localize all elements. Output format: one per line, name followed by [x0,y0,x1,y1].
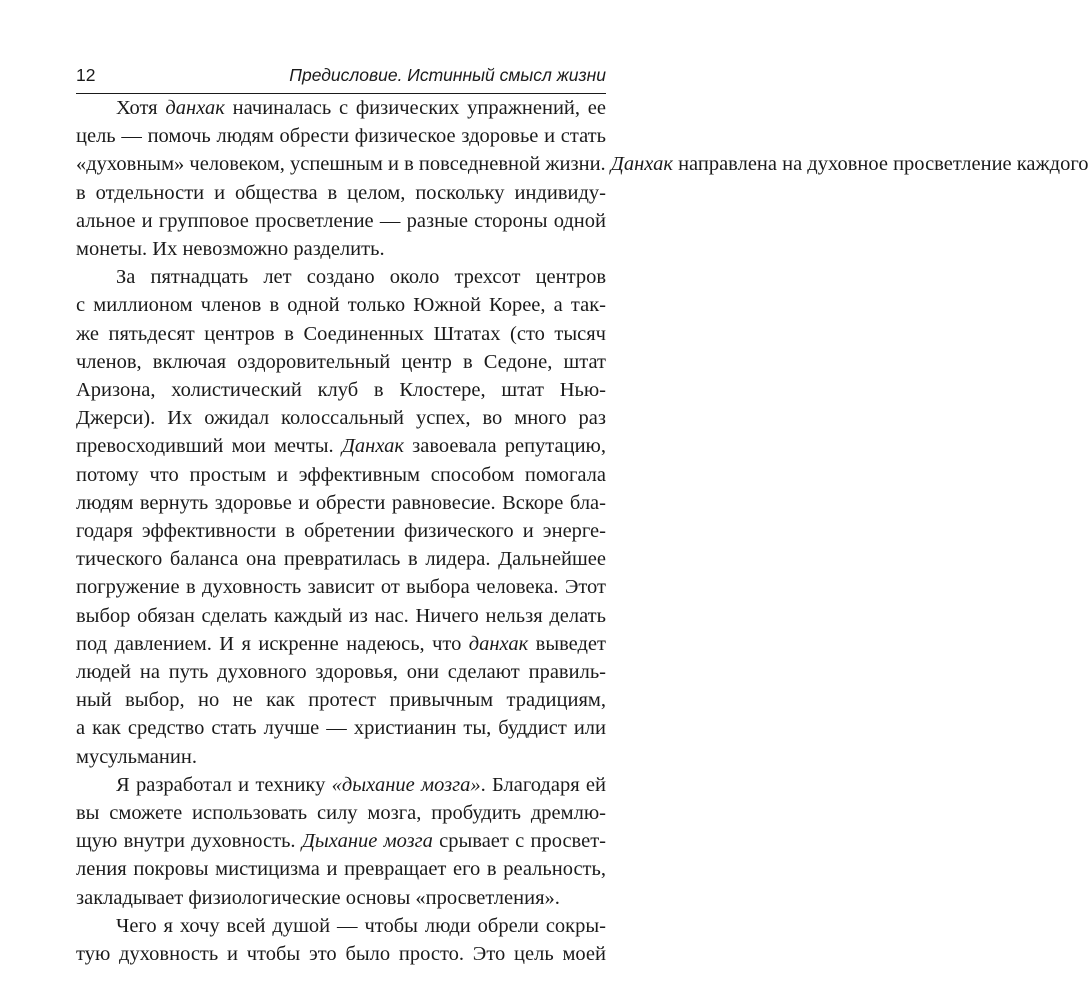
text-run: под давлением. И я искренне надеюсь, что [76,632,469,655]
text-line [76,855,606,883]
text-run: ления покровы мистицизма и превращает его в реальность, [76,858,606,881]
text-run: «духовным» человеком, успешным и в повседневной жизни. [76,153,611,176]
text-run: с миллионом членов в одной только Южной Корее, а так- [76,294,606,317]
text-line [76,489,606,517]
italic-term: Данхак [610,153,673,176]
text-run: превосходивший мои мечты. [76,435,342,458]
text-line [76,376,606,404]
text-line [76,884,606,912]
text-line [76,714,606,742]
italic-term: данхак [468,632,529,655]
text-run: а как средство стать лучше — христианин ты, буддист или [76,717,606,740]
italic-term: данхак [165,97,225,119]
text-line [76,686,606,714]
paragraph [76,263,606,771]
text-run: выбор обязан сделать каждый из нас. Ничего нельзя делать [76,604,606,627]
text-run: монеты. Их невозможно разделить. [76,238,385,261]
text-line [76,743,606,771]
text-run: Джерси). Их ожидал колоссальный успех, во много раз [76,407,606,430]
text-line [76,207,606,235]
text-line [76,658,606,686]
text-run: начиналась с физических упражнений, ее [224,97,606,119]
text-run: закладывает физиологические основы «просветления». [76,886,560,909]
body-text [76,94,1089,968]
text-run: . Благодаря ей [480,773,607,796]
paragraph [76,912,606,968]
text-line [76,461,606,489]
text-line [76,179,606,207]
text-line [76,404,606,432]
text-run: Хотя [116,97,166,119]
text-line [76,799,606,827]
text-run: тую духовность и чтобы это было просто. Это цель моей [76,943,606,966]
text-line [76,348,606,376]
text-line [76,940,606,968]
running-title: Предисловие. Истинный смысл жизни [289,65,606,85]
text-line [76,150,1089,178]
text-line [76,291,606,319]
text-run: ный выбор, но не как протест привычным традициям, [76,689,606,712]
paragraph [76,771,606,912]
running-header [76,62,606,88]
page-number: 12 [76,65,96,85]
text-run: завоевала репутацию, [404,435,606,458]
text-run: цель — помочь людям обрести физическое здоровье и стать [76,125,606,148]
text-run: погружение в духовность зависит от выбора человека. Этот [76,576,606,599]
text-line [76,602,606,630]
text-line [76,432,606,460]
text-run: За пятнадцать лет создано около трехсот центров [116,266,606,289]
text-run: выведет [528,632,606,655]
text-run: направлена на духовное просветление каждого [672,153,1089,176]
text-run: годаря эффективности в обретении физического и энерге- [76,520,606,543]
text-line [76,573,606,601]
text-run: потому что простым и эффективным способом помогала [76,463,606,486]
text-line [76,263,606,291]
text-run: Аризона, холистический клуб в Клостере, штат Нью- [76,379,606,402]
text-line [76,912,606,940]
text-run: щую внутри духовность. [76,830,302,853]
text-run: Чего я хочу всей душой — чтобы люди обрели сокры- [116,914,606,937]
text-line [76,517,606,545]
text-line [76,545,606,573]
text-run: вы сможете использовать силу мозга, пробудить дремлю- [76,802,606,825]
text-run: Я разработал и технику [116,773,332,796]
text-line [76,827,606,855]
text-run: альное и групповое просветление — разные стороны одной [76,209,606,232]
text-line [76,320,606,348]
text-run: людям вернуть здоровье и обрести равновесие. Вскоре бла- [76,491,606,514]
text-run: тического баланса она превратилась в лидера. Дальнейшее [76,548,606,571]
text-run: же пятьдесят центров в Соединенных Штатах (сто тысяч [76,322,606,345]
italic-term: Дыхание мозга [301,830,433,853]
text-line [76,94,606,122]
text-run: членов, включая оздоровительный центр в Седоне, штат [76,350,606,373]
text-run: мусульманин. [76,745,197,768]
text-run: срывает с просвет- [432,830,606,853]
text-line [76,122,606,150]
text-line [76,630,606,658]
text-line [76,771,606,799]
italic-term: «дыхание мозга» [331,773,481,796]
text-run: людей на путь духовного здоровья, они сделают правиль- [76,661,606,684]
text-line [76,235,606,263]
text-run: в отдельности и общества в целом, поскольку индивиду- [76,181,606,204]
paragraph [76,94,1089,263]
italic-term: Данхак [341,435,404,458]
